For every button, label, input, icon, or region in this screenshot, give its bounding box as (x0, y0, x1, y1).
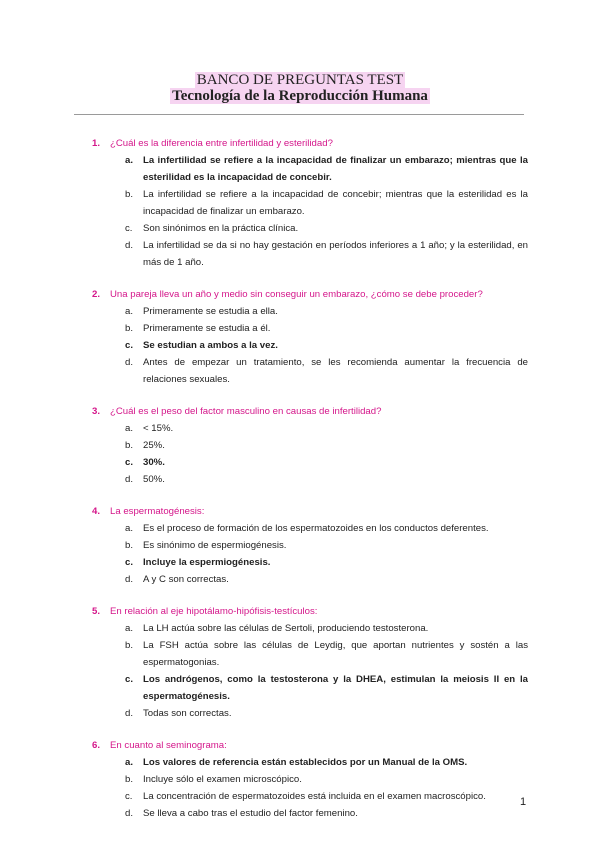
option-text: La infertilidad se refiere a la incapacidad de concebir; mientras que la esterilidad es la incapacidad de finalizar un embarazo. (143, 189, 528, 217)
question-item (92, 136, 528, 271)
question-text: En relación al eje hipotálamo-hipófisis-testículos: (110, 606, 318, 617)
option-letter: a. (125, 306, 134, 317)
option-letter: a. (125, 423, 134, 434)
option-letter: a. (125, 757, 134, 768)
answer-option (92, 471, 528, 488)
option-letter: c. (125, 457, 134, 468)
option-letter: d. (125, 474, 134, 485)
question-item (92, 504, 528, 588)
answer-option (92, 186, 528, 220)
option-letter: d. (125, 808, 134, 819)
answer-option (92, 220, 528, 237)
question-list (92, 136, 528, 838)
option-text: La FSH actúa sobre las células de Leydig, que aportan nutrientes y sostén a las espermatogonias. (143, 640, 528, 668)
option-letter: b. (125, 540, 134, 551)
question-number: 5. (92, 606, 101, 617)
option-text: Los valores de referencia están establecidos por un Manual de la OMS. (143, 757, 468, 768)
answer-option (92, 771, 528, 788)
document-header (0, 72, 600, 104)
option-text: Primeramente se estudia a ella. (143, 306, 278, 317)
question-line (92, 287, 528, 302)
document-subtitle-text: Tecnología de la Reproducción Humana (172, 88, 428, 104)
answer-option-correct (92, 454, 528, 471)
option-letter: d. (125, 708, 134, 719)
option-letter: d. (125, 574, 134, 585)
option-letter: b. (125, 189, 134, 200)
option-text: Se estudian a ambos a la vez. (143, 340, 278, 351)
answer-option-correct (92, 671, 528, 705)
option-letter: b. (125, 323, 134, 334)
answer-option-correct (92, 554, 528, 571)
question-line (92, 738, 528, 753)
answer-option (92, 637, 528, 671)
document-title (0, 72, 600, 88)
option-letter: a. (125, 155, 134, 166)
question-item (92, 604, 528, 722)
answer-option (92, 303, 528, 320)
answer-option (92, 320, 528, 337)
option-text: 50%. (143, 474, 165, 485)
answer-option (92, 788, 528, 805)
option-text: A y C son correctas. (143, 574, 229, 585)
option-text: Incluye la espermiogénesis. (143, 557, 271, 568)
answer-option (92, 620, 528, 637)
option-list (92, 420, 528, 488)
question-text: La espermatogénesis: (110, 506, 205, 517)
option-text: Es el proceso de formación de los espermatozoides en los conductos deferentes. (143, 523, 489, 534)
question-line (92, 404, 528, 419)
document-title-text: BANCO DE PREGUNTAS TEST (196, 72, 404, 88)
option-text: 25%. (143, 440, 165, 451)
option-text: Incluye sólo el examen microscópico. (143, 774, 302, 785)
option-letter: c. (125, 557, 134, 568)
question-number: 2. (92, 289, 101, 300)
option-text: 30%. (143, 457, 165, 468)
option-list (92, 620, 528, 722)
option-list (92, 303, 528, 388)
option-text: Es sinónimo de espermiogénesis. (143, 540, 287, 551)
answer-option (92, 437, 528, 454)
option-letter: a. (125, 623, 134, 634)
question-number: 1. (92, 138, 101, 149)
option-text: La infertilidad se da si no hay gestación en períodos inferiores a 1 año; y la esterilidad, en más de 1 año. (143, 240, 528, 268)
answer-option-correct (92, 337, 528, 354)
option-letter: c. (125, 674, 134, 685)
answer-option-correct (92, 152, 528, 186)
answer-option (92, 354, 528, 388)
option-text: Se lleva a cabo tras el estudio del factor femenino. (143, 808, 358, 819)
header-divider (74, 114, 524, 115)
option-text: Los andrógenos, como la testosterona y la DHEA, estimulan la meiosis II en la espermatogénesis. (143, 674, 528, 702)
question-line (92, 504, 528, 519)
answer-option (92, 537, 528, 554)
option-list (92, 152, 528, 271)
answer-option (92, 571, 528, 588)
question-text: ¿Cuál es la diferencia entre infertilidad y esterilidad? (110, 138, 333, 149)
answer-option (92, 237, 528, 271)
question-line (92, 604, 528, 619)
option-list (92, 754, 528, 822)
question-item (92, 287, 528, 388)
option-letter: b. (125, 440, 134, 451)
question-line (92, 136, 528, 151)
question-item (92, 404, 528, 488)
option-letter: c. (125, 791, 133, 802)
question-number: 6. (92, 740, 101, 751)
question-number: 3. (92, 406, 101, 417)
option-letter: d. (125, 240, 134, 251)
question-text: ¿Cuál es el peso del factor masculino en causas de infertilidad? (110, 406, 382, 417)
option-text: < 15%. (143, 423, 174, 434)
answer-option (92, 705, 528, 722)
question-number: 4. (92, 506, 101, 517)
option-text: La concentración de espermatozoides está incluida en el examen macroscópico. (143, 791, 486, 802)
question-text: En cuanto al seminograma: (110, 740, 227, 751)
option-letter: c. (125, 340, 134, 351)
question-item (92, 738, 528, 822)
option-text: Todas son correctas. (143, 708, 232, 719)
answer-option-correct (92, 754, 528, 771)
answer-option (92, 805, 528, 822)
answer-option (92, 420, 528, 437)
option-list (92, 520, 528, 588)
option-letter: b. (125, 640, 134, 651)
option-text: Son sinónimos en la práctica clínica. (143, 223, 299, 234)
document-subtitle (0, 88, 600, 104)
option-text: Primeramente se estudia a él. (143, 323, 271, 334)
question-text: Una pareja lleva un año y medio sin conseguir un embarazo, ¿cómo se debe proceder? (110, 289, 483, 300)
answer-option (92, 520, 528, 537)
option-letter: b. (125, 774, 134, 785)
option-text: La infertilidad se refiere a la incapacidad de finalizar un embarazo; mientras que la esterilidad es la incapacidad de concebir. (143, 155, 528, 183)
option-letter: a. (125, 523, 134, 534)
option-letter: c. (125, 223, 133, 234)
option-text: La LH actúa sobre las células de Sertoli, produciendo testosterona. (143, 623, 429, 634)
option-text: Antes de empezar un tratamiento, se les recomienda aumentar la frecuencia de relaciones sexuales. (143, 357, 528, 385)
option-letter: d. (125, 357, 134, 368)
page-number: 1 (520, 796, 527, 808)
